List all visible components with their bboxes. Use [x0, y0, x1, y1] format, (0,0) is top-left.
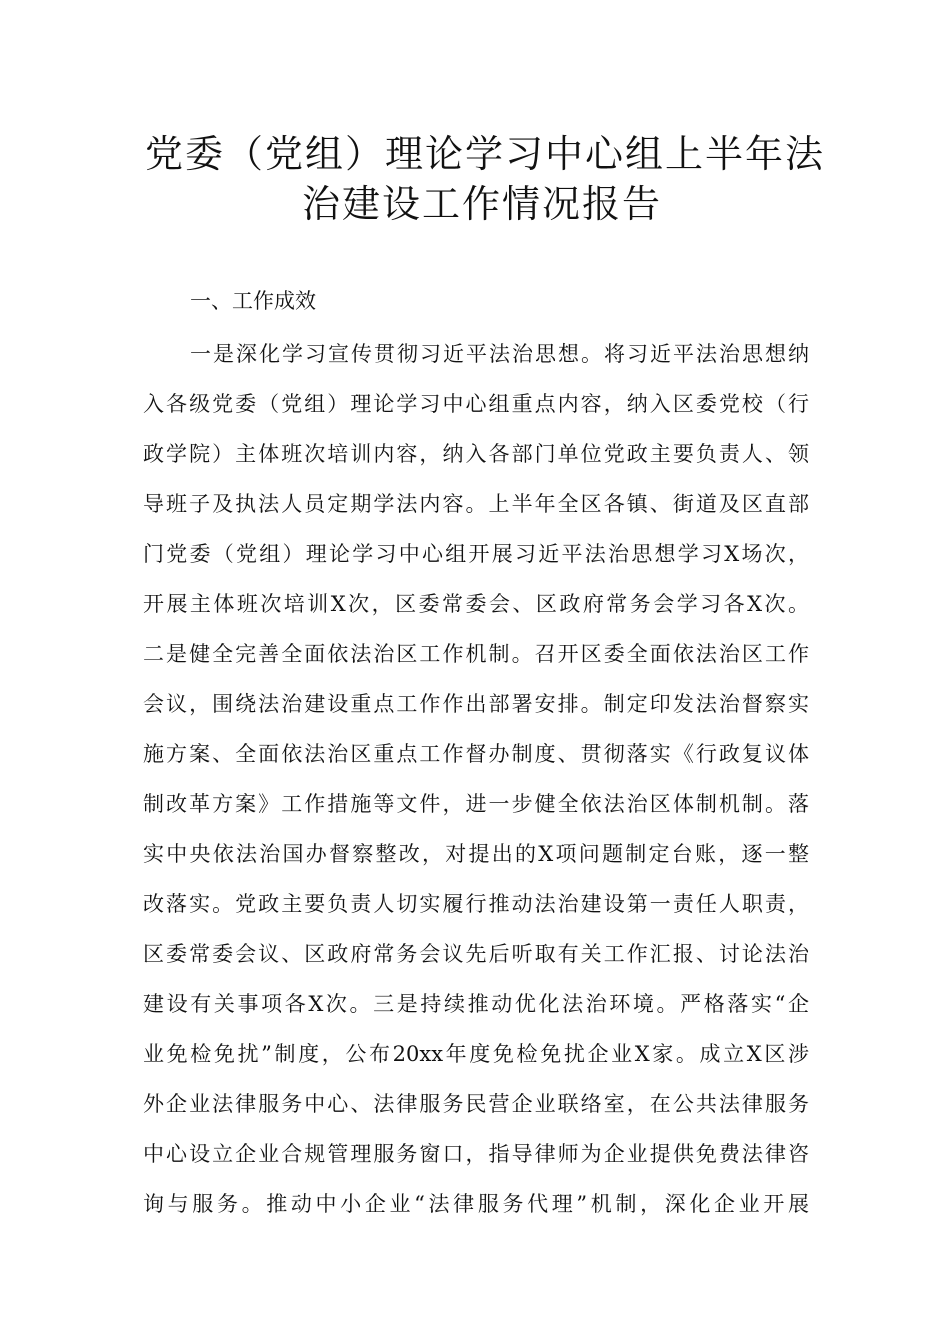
document-title-line-2: 治建设工作情况报告 [302, 182, 663, 226]
body-line: 建设有关事项各X次。三是持续推动优化法治环境。严格落实“企 [143, 992, 809, 1016]
body-line: 外企业法律服务中心、法律服务民营企业联络室，在公共法律服务 [143, 1092, 809, 1116]
section-heading: 一、工作成效 [190, 289, 316, 313]
body-line: 区委常委会议、区政府常务会议先后听取有关工作汇报、讨论法治 [143, 942, 809, 966]
body-line: 二是健全完善全面依法治区工作机制。召开区委全面依法治区工作 [143, 642, 809, 666]
document-title-line-1: 党委（党组）理论学习中心组上半年法 [145, 132, 826, 176]
body-line: 业免检免扰”制度，公布20xx年度免检免扰企业X家。成立X区涉 [143, 1042, 809, 1066]
body-line: 改落实。党政主要负责人切实履行推动法治建设第一责任人职责， [143, 892, 809, 916]
body-line: 会议，围绕法治建设重点工作作出部署安排。制定印发法治督察实 [143, 692, 809, 716]
body-line: 施方案、全面依法治区重点工作督办制度、贯彻落实《行政复议体 [143, 742, 809, 766]
body-line: 导班子及执法人员定期学法内容。上半年全区各镇、街道及区直部 [143, 492, 809, 516]
body-line: 一是深化学习宣传贯彻习近平法治思想。将习近平法治思想纳 [190, 342, 809, 366]
body-line: 中心设立企业合规管理服务窗口，指导律师为企业提供免费法律咨 [143, 1142, 809, 1166]
body-line: 制改革方案》工作措施等文件，进一步健全依法治区体制机制。落 [143, 792, 809, 816]
body-line: 门党委（党组）理论学习中心组开展习近平法治思想学习X场次， [143, 542, 809, 566]
body-text [143, 337, 809, 1237]
body-line: 实中央依法治国办督察整改，对提出的X项问题制定台账，逐一整 [143, 842, 809, 866]
body-line: 开展主体班次培训X次，区委常委会、区政府常务会学习各X次。 [143, 592, 809, 616]
body-line: 询与服务。推动中小企业“法律服务代理”机制，深化企业开展 [143, 1192, 809, 1216]
body-line: 政学院）主体班次培训内容，纳入各部门单位党政主要负责人、领 [143, 442, 809, 466]
body-line: 入各级党委（党组）理论学习中心组重点内容，纳入区委党校（行 [143, 392, 809, 416]
